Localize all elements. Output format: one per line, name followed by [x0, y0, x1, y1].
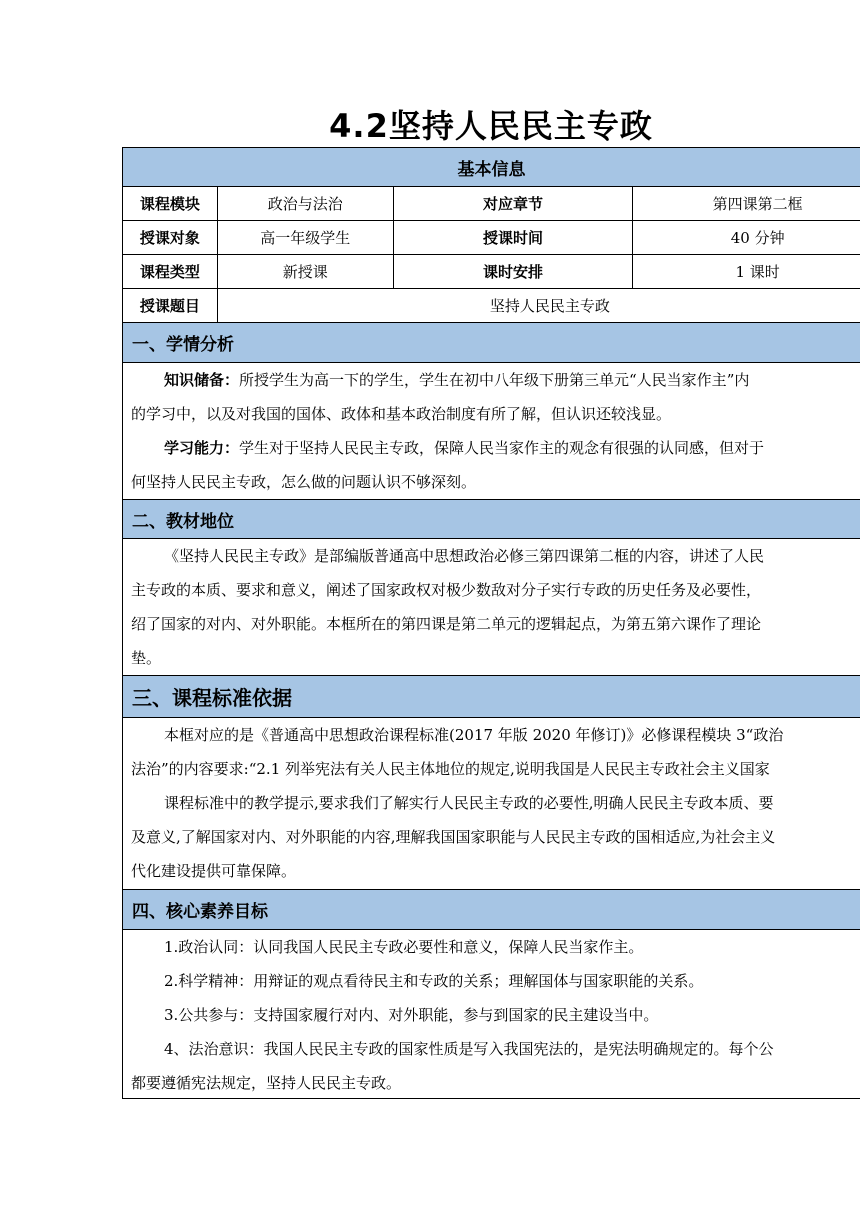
info-row-audience: [122, 220, 860, 254]
text-line: 4、法治意识：我国人民民主专政的国家性质是写入我国宪法的，是宪法明确规定的。每个公: [164, 1040, 774, 1058]
info-label: 授课题目: [123, 289, 218, 322]
paragraph: [131, 431, 860, 465]
text-line: 1.政治认同：认同我国人民民主专政必要性和意义，保障人民当家作主。: [164, 938, 644, 956]
info-label: 授课时间: [394, 221, 634, 254]
section-body: [122, 929, 860, 1099]
text-line: 《坚持人民民主专政》是部编版普通高中思想政治必修三第四课第二框的内容，讲述了人民: [164, 547, 765, 565]
info-label: 对应章节: [394, 187, 634, 220]
info-row-module: [122, 186, 860, 220]
text-line: 代化建设提供可靠保障。: [131, 862, 297, 880]
info-label: 课程模块: [123, 187, 218, 220]
section-heading: 三、课程标准依据: [122, 675, 860, 717]
section-body: [122, 362, 860, 499]
section-heading: 二、教材地位: [122, 499, 860, 538]
info-label: 课程类型: [123, 255, 218, 288]
info-label: 课时安排: [394, 255, 634, 288]
info-label: 授课对象: [123, 221, 218, 254]
section-body: [122, 538, 860, 675]
text-line: 法治”的内容要求:“2.1 列举宪法有关人民主体地位的规定,说明我国是人民民主专政社会主义国家: [131, 760, 770, 778]
section-heading: 四、核心素养目标: [122, 889, 860, 929]
info-row-type: [122, 254, 860, 288]
text-line: 及意义,了解国家对内、对外职能的内容,理解我国国家职能与人民民主专政的国相适应,为社会主义: [131, 828, 776, 846]
text-line: 的学习中，以及对我国的国体、政体和基本政治制度有所了解，但认识还较浅显。: [131, 405, 672, 423]
section-heading: 一、学情分析: [122, 322, 860, 362]
text-line: 学生对于坚持人民民主专政，保障人民当家作主的观念有很强的认同感，但对于: [239, 439, 765, 457]
text-line: 都要遵循宪法规定，坚持人民民主专政。: [131, 1074, 402, 1092]
basic-info-header: 基本信息: [122, 147, 860, 186]
section-body: [122, 717, 860, 889]
page-title: 4.2坚持人民民主专政: [329, 107, 653, 145]
text-line: 主专政的本质、要求和意义，阐述了国家政权对极少数敌对分子实行专政的历史任务及必要性，: [131, 581, 762, 599]
info-row-topic: [122, 288, 860, 322]
info-value: 政治与法治: [218, 187, 394, 220]
info-value: 1 课时: [735, 263, 780, 281]
text-line: 3.公共参与：支持国家履行对内、对外职能，参与到国家的民主建设当中。: [164, 1006, 659, 1024]
lesson-plan-table: [122, 147, 860, 1099]
keyword: 知识储备：: [164, 371, 240, 389]
text-line: 绍了国家的对内、对外职能。本框所在的第四课是第二单元的逻辑起点，为第五第六课作了理论: [131, 615, 762, 633]
info-value: 坚持人民民主专政: [489, 297, 610, 315]
keyword: 学习能力：: [164, 439, 240, 457]
paragraph: [131, 363, 860, 397]
info-value: 第四课第二框: [712, 195, 803, 213]
text-line: 课程标准中的教学提示,要求我们了解实行人民民主专政的必要性,明确人民民主专政本质、要: [164, 794, 774, 812]
text-line: 何坚持人民民主专政，怎么做的问题认识不够深刻。: [131, 473, 477, 491]
info-value: 新授课: [218, 255, 394, 288]
info-value: 高一年级学生: [218, 221, 394, 254]
text-line: 2.科学精神：用辩证的观点看待民主和专政的关系；理解国体与国家职能的关系。: [164, 972, 704, 990]
text-line: 所授学生为高一下的学生，学生在初中八年级下册第三单元“人民当家作主”内: [239, 371, 750, 389]
text-line: 垫。: [131, 649, 162, 667]
text-line: 本框对应的是《普通高中思想政治课程标准(2017 年版 2020 年修订)》必修课程模块 3“政治: [164, 726, 784, 744]
info-value: 40 分钟: [730, 229, 785, 247]
